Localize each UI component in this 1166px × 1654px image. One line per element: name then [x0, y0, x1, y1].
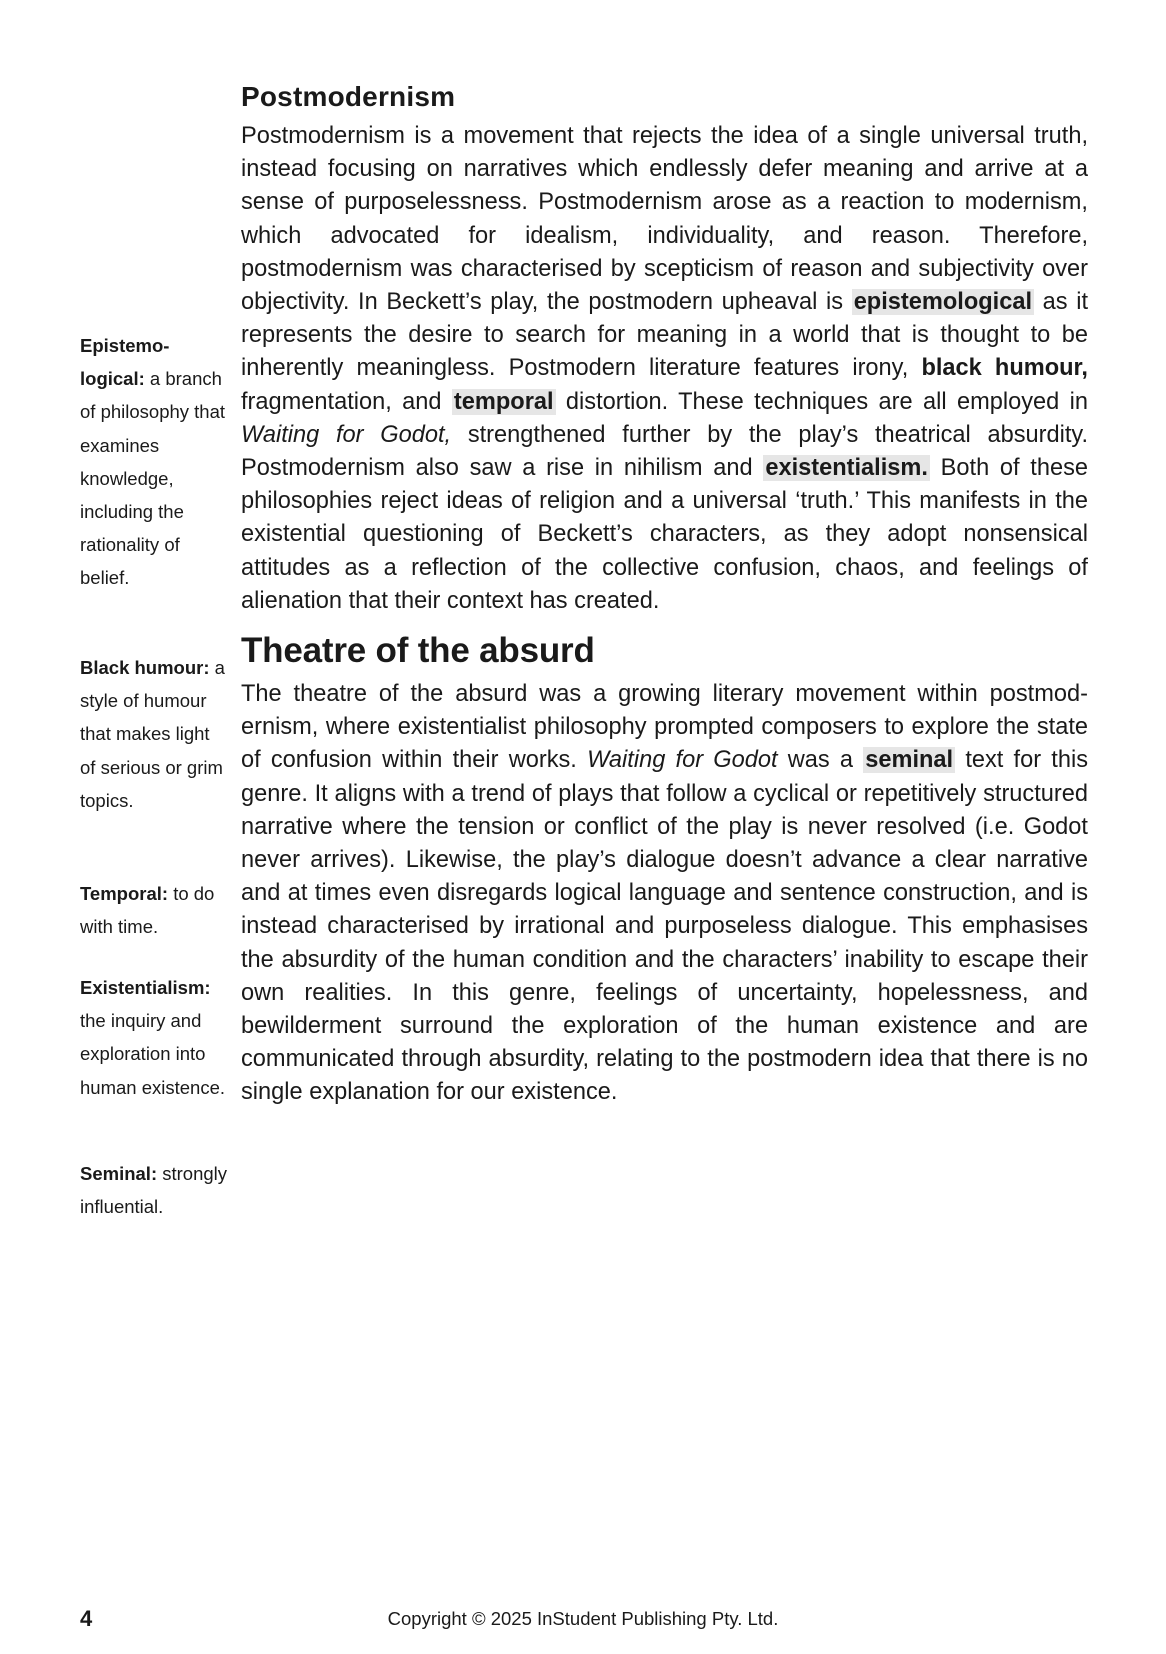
page-number: 4 [80, 1606, 93, 1631]
text-run: strengthened further by the play’s theatrical absurdity. Postmodernism also saw a rise in nihilism and [241, 421, 1088, 482]
main-content [241, 76, 1088, 1110]
glossary-term: Black humour: [80, 657, 210, 678]
page-footer [0, 1606, 1166, 1636]
glossary-entry-epistemological [80, 329, 228, 595]
text-run: text for this genre. It aligns with a trend of plays that follow a cyclical or repetitively structured narrative where the tension or conflict of the play is never resolved (i.e. Godot never arrives). Likewise, the play’s dialogue doesn’t advance a clear narrative and at times even disregards logical language and sentence construction, and is instead characterised by irrational and purposeless dialogue. This emphasises the absurdity of the human condition and the characters’ inability to escape their own realities. In this genre, feelings of uncertainty, hopelessness, and bewilderment surround the exploration of the human existence and are communicated through absurdity, relating to the postmodern idea that there is no single explanation for our existence. [241, 747, 1088, 1106]
glossary-definition: strongly influential. [80, 1163, 228, 1218]
work-title: Waiting for Godot, [241, 421, 452, 448]
work-title: Waiting for Godot [587, 747, 778, 774]
text-run: distortion. These techniques are all employed in [565, 388, 1088, 415]
glossary-definition: to do with time. [80, 883, 215, 938]
keyword-seminal: seminal [865, 747, 954, 774]
text-run: Postmodernism is a movement that rejects the idea of a single universal truth, instead focusing on narratives which endlessly defer meaning and arrive at a sense of purposelessness. Postmodernism arose as a reaction to modernism, which advocated for idealism, individuality, and reason. Therefore, postmodernism was characterised by scepticism of reason and subjectivity over objectivity. In Beckett’s play, the postmodern upheaval is [241, 123, 1088, 316]
text-run: The theatre of the absurd was a growing literary movement within postmodernism, where existentialist philosophy prompted composers to explore the state of confusion within their works. [241, 681, 1088, 774]
keyword-black-humour: black humour, [921, 355, 1088, 382]
glossary-definition: the inquiry and exploration into human existence. [80, 1010, 226, 1098]
glossary-entry-existentialism [80, 971, 228, 1104]
glossary-term: Epistemological: [80, 335, 170, 390]
keyword-epistemological: epistemological [853, 289, 1033, 316]
keyword-temporal: temporal [453, 388, 554, 415]
glossary-term: Existentialism: [80, 977, 211, 998]
keyword-existentialism: existentialism. [765, 455, 928, 482]
heading-postmodernism: Postmodernism [241, 81, 456, 112]
glossary-entry-black-humour [80, 651, 228, 817]
text-run: was a [787, 747, 854, 774]
heading-theatre-of-the-absurd: Theatre of the absurd [241, 631, 595, 671]
glossary-definition: a branch of philosophy that examines knowledge, including the rationality of belief. [80, 368, 226, 589]
text-run: as it represents the desire to search for meaning in a world that is thought to be inherently meaningless. Postmodern literature features irony, [241, 289, 1088, 382]
glossary-term: Seminal: [80, 1163, 158, 1184]
text-run: Both of these philosophies reject ideas of religion and a universal ‘truth.’ This manifests in the existential questioning of Beckett’s characters, as they adopt nonsensical attitudes as a reflection of the collective confusion, chaos, and feelings of alienation that their context has created. [241, 455, 1089, 614]
glossary-definition: a style of humour that makes light of serious or grim topics. [80, 657, 225, 811]
copyright-notice: Copyright © 2025 InStudent Publishing Pty. Ltd. [387, 1608, 779, 1629]
paragraph-theatre-of-the-absurd [241, 678, 1088, 1110]
glossary-entry-seminal [80, 1157, 228, 1223]
paragraph-postmodernism [241, 120, 1088, 618]
text-run: fragmentation, and [241, 388, 442, 415]
glossary-entry-temporal [80, 877, 228, 943]
glossary-term: Temporal: [80, 883, 169, 904]
